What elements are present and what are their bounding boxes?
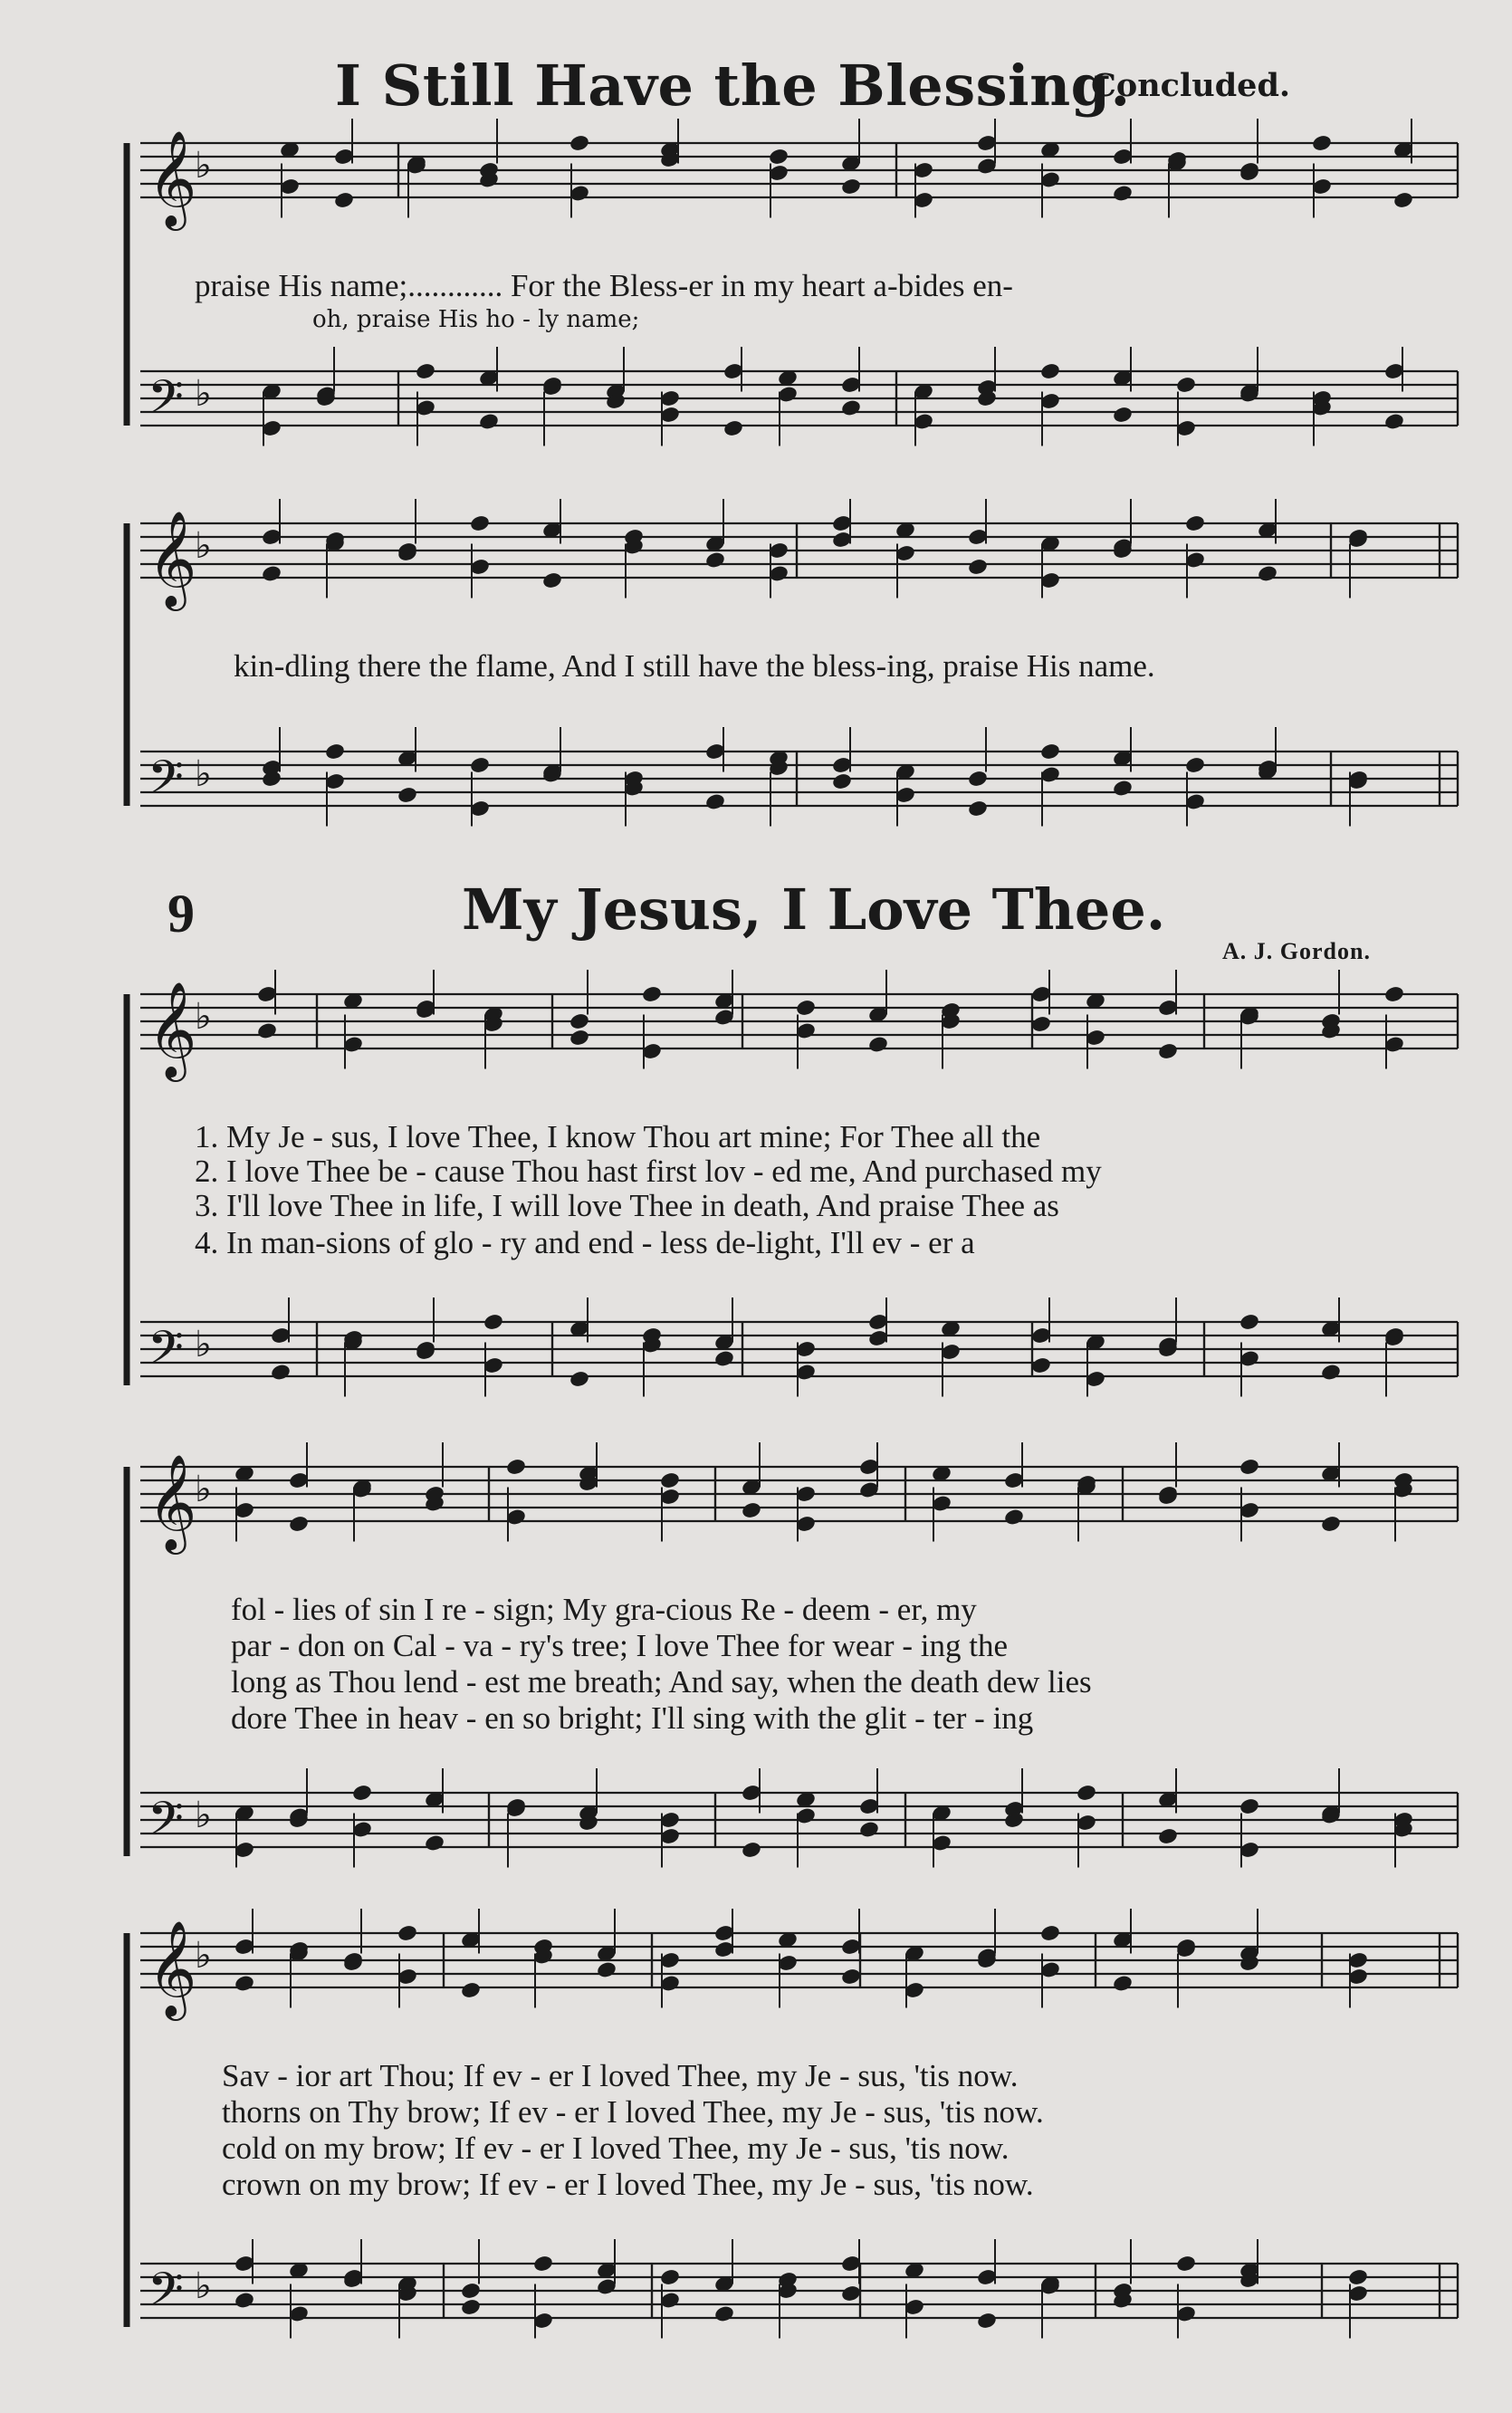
note-head [1383,412,1405,431]
note-head [415,362,436,381]
note-head [596,1960,617,1979]
note-head [840,177,862,196]
note-head [569,1029,590,1048]
note-head [1076,1784,1097,1803]
treble-clef-icon: 𝄞 [148,1920,197,2016]
note-head [469,514,491,533]
verse-line: 3. I'll love Thee in life, I will love Thee in death, And praise Thee as [195,1188,1059,1223]
note-head [261,564,282,583]
bass-clef-icon: 𝄢 [148,2262,184,2328]
treble-clef-icon: 𝄞 [148,981,197,1077]
note-head [1239,1313,1260,1332]
note-head [1383,985,1405,1004]
note-head [483,1313,504,1332]
key-signature-flat-icon: ♭ [195,2265,212,2307]
verse-line: cold on my brow; If ev - er I loved Thee, my Je - sus, 'tis now. [222,2131,1010,2166]
note-head [641,985,663,1004]
note-head [569,1012,590,1031]
note-head [333,191,355,210]
note-head [976,2312,998,2331]
key-signature-flat-icon: ♭ [195,373,212,415]
note-head [713,2304,735,2323]
note-head [704,792,726,811]
note-head [840,2284,862,2303]
concluded-label: Concluded. [1091,67,1291,104]
note-head [1112,406,1134,425]
note-head [723,419,744,438]
note-head [1003,1508,1025,1527]
note-head [768,148,789,167]
verse-line: 4. In man-sions of glo - ry and end - less de-light, I'll ev - er a [195,1225,975,1260]
treble-clef-icon: 𝄞 [148,129,197,226]
note-head [704,551,726,570]
note-head [741,1841,762,1860]
note-head [967,558,989,577]
note-head [1239,1797,1260,1816]
composer-credit: A. J. Gordon. [1222,938,1371,964]
note-head [1184,756,1206,775]
treble-clef-icon: 𝄞 [148,510,197,607]
key-signature-flat-icon: ♭ [195,1795,212,1836]
lyric-line: kin-dling there the flame, And I still have the bless-ing, praise His name. [234,648,1155,684]
note-head [1039,1924,1061,1943]
note-head [967,800,989,819]
verse-line: dore Thee in heav - en so bright; I'll sing with the glit - ter - ing [231,1700,1034,1736]
bass-clef-icon: 𝄢 [148,369,184,436]
note-head [1320,1363,1342,1382]
note-head [1112,184,1134,203]
verse-line: Sav - ior art Thou; If ev - er I loved Thee, my Je - sus, 'tis now. [222,2058,1019,2093]
note-head [1030,1015,1052,1034]
note-head [741,1501,762,1520]
note-head [867,1035,889,1054]
note-head [1239,1458,1260,1477]
hymn-title: I Still Have the Blessing. [335,53,1131,119]
note-head [1157,1042,1179,1061]
key-signature-flat-icon: ♭ [195,1324,212,1365]
verse-line: 2. I love Thee be - cause Thou hast first lov - ed me, And purchased my [195,1154,1102,1189]
note-head [397,1924,418,1943]
note-head [460,1981,482,2000]
verse-line: crown on my brow; If ev - er I loved Thee, my Je - sus, 'tis now. [222,2167,1034,2202]
note-head [288,1515,310,1534]
key-signature-flat-icon: ♭ [195,1469,212,1510]
note-head [1175,376,1197,395]
bass-clef-icon: 𝄢 [148,750,184,816]
note-head [469,756,491,775]
verse-line: 1. My Je - sus, I love Thee, I know Thou art mine; For Thee all the [195,1119,1041,1154]
note-head [1112,1974,1134,1993]
note-head [532,2255,554,2274]
note-head [858,1820,880,1839]
note-head [324,742,346,761]
key-signature-flat-icon: ♭ [195,996,212,1038]
verse-line: thorns on Thy brow; If ev - er I loved Thee, my Je - sus, 'tis now. [222,2094,1044,2130]
note-head [1039,742,1061,761]
note-head [569,1370,590,1389]
lyric-line: praise His name;............ For the Bless-er in my heart a-bides en- [195,268,1013,303]
note-head [1175,2255,1197,2274]
note-head [1157,1827,1179,1846]
note-head [659,1471,681,1490]
note-head [1347,2268,1369,2287]
note-head [1030,1356,1052,1375]
note-head [1311,134,1333,153]
note-head [795,999,817,1018]
hymn-title: My Jesus, I Love Thee. [462,876,1166,943]
note-head [270,1363,292,1382]
note-head [569,134,590,153]
note-head [1039,362,1061,381]
bass-clef-icon: 𝄢 [148,1791,184,1857]
verse-line: par - don on Cal - va - ry's tree; I love Thee for wear - ing the [231,1628,1008,1663]
note-head [1257,564,1278,583]
note-head [424,1834,445,1853]
key-signature-flat-icon: ♭ [195,145,212,187]
verse-line: fol - lies of sin I re - sign; My gra-cious Re - deem - er, my [231,1592,977,1627]
note-head [460,2282,482,2301]
note-head [1112,779,1134,798]
key-signature-flat-icon: ♭ [195,525,212,567]
key-signature-flat-icon: ♭ [195,753,212,795]
note-head [659,2268,681,2287]
note-head [1184,514,1206,533]
hymn-number: 9 [167,884,195,943]
note-head [840,398,862,417]
note-head [478,412,500,431]
note-head [1392,191,1414,210]
note-head [1320,1515,1342,1534]
note-head [967,770,989,789]
note-head [256,1021,278,1040]
note-head [234,2291,255,2310]
note-head [831,772,853,791]
treble-clef-icon: 𝄞 [148,1453,197,1550]
key-signature-flat-icon: ♭ [195,1935,212,1977]
note-head [351,1784,373,1803]
note-head [840,1968,862,1987]
note-head [397,786,418,805]
verse-line: long as Thou lend - est me breath; And say, when the death dew lies [231,1664,1092,1700]
note-head [505,1458,527,1477]
alto-lyric-line: oh, praise His ho - ly name; [312,306,640,333]
bass-clef-icon: 𝄢 [148,1320,184,1386]
note-head [713,1349,735,1368]
note-head [234,1974,255,1993]
note-head [460,2298,482,2317]
note-head [541,571,563,590]
